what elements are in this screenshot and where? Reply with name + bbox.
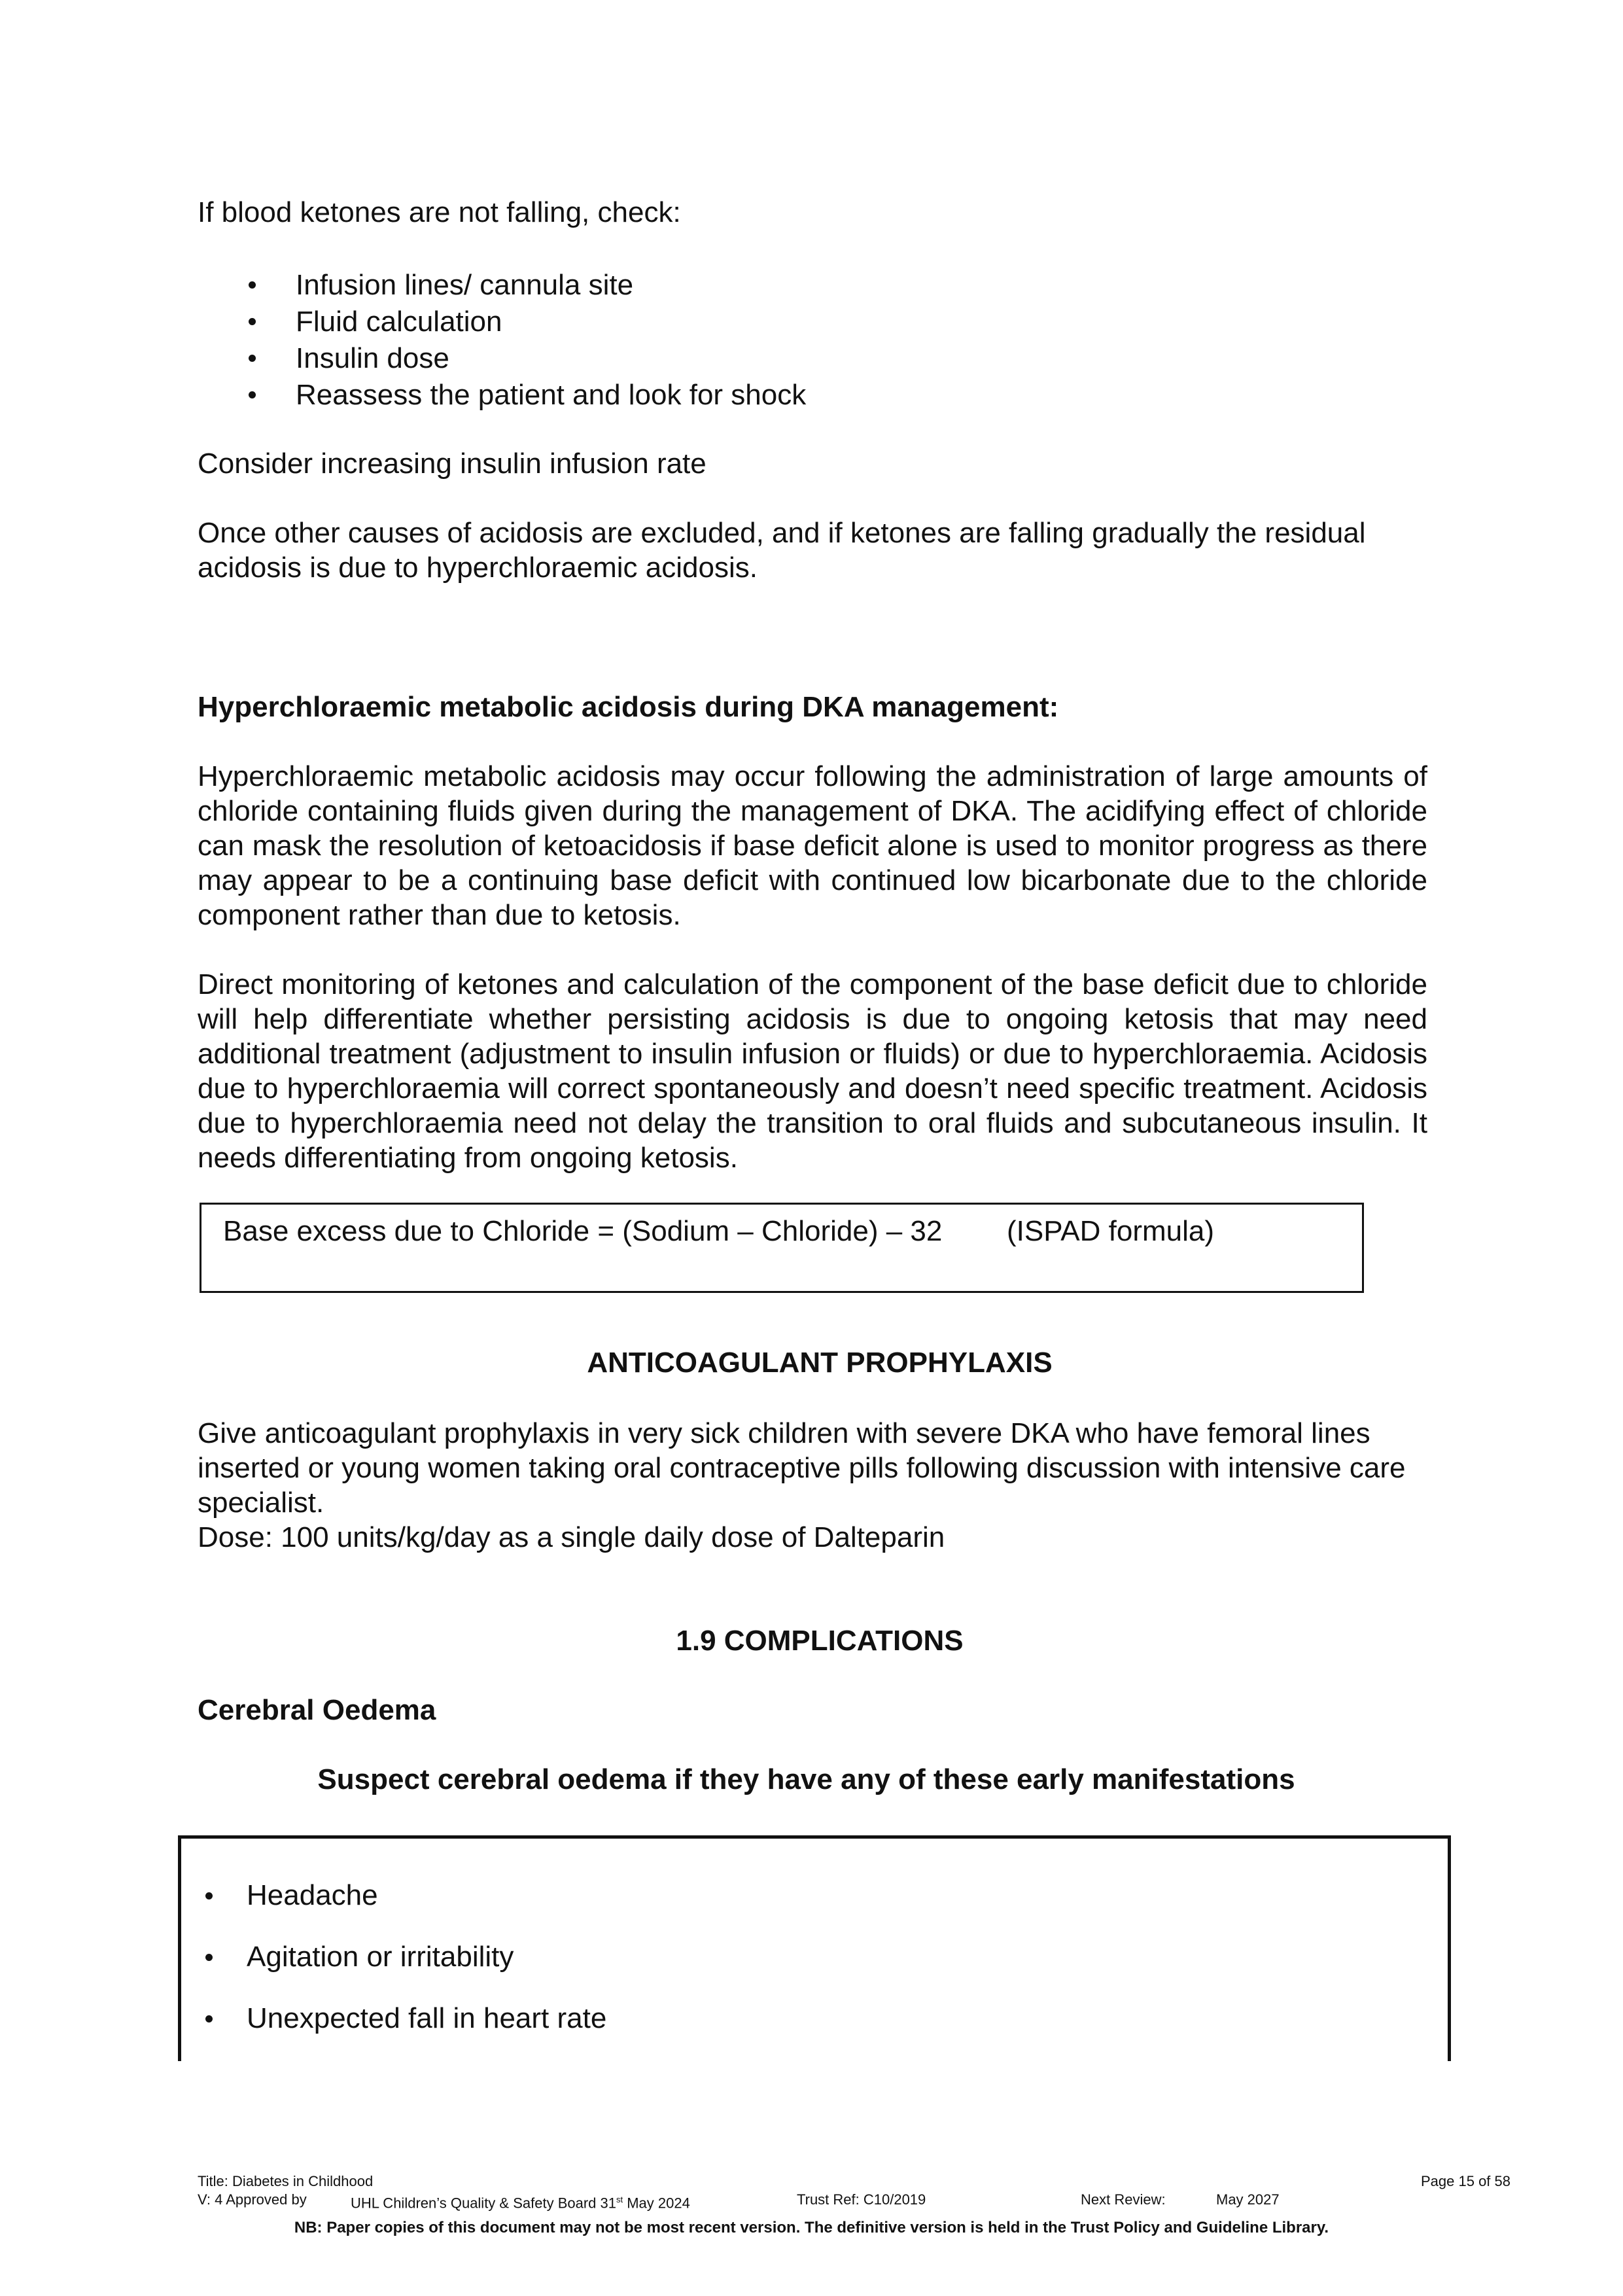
hyperchloraemic-paragraph-1: Hyperchloraemic metabolic acidosis may occur following the administration of large amounts of chloride containing fluids given during the management of DKA. The acidifying effect of chloride can mask the resolution of ketoacidosis if base deficit alone is used to monitor progress as there may appear to be a continuing base deficit with continued low bicarbonate due to the chloride component rather than due to ketosis. [198, 760, 1427, 931]
formula-text: Base excess due to Chloride = (Sodium – Chloride) – 32 [223, 1215, 943, 1247]
suspect-heading: Suspect cerebral oedema if they have any of these early manifestations [317, 1763, 1295, 1795]
complications-heading: 1.9 COMPLICATIONS [676, 1625, 964, 1657]
bullet-icon [249, 281, 256, 289]
list-item: Unexpected fall in heart rate [181, 2001, 606, 2036]
footer-page-number: Page 15 of 58 [1421, 2173, 1511, 2189]
formula-reference: (ISPAD formula) [1007, 1215, 1215, 1247]
footer-title: Title: Diabetes in Childhood [198, 2173, 374, 2189]
check-heading: If blood ketones are not falling, check: [198, 196, 681, 228]
bullet-icon [205, 1892, 213, 1899]
footer-approved-by: UHL Children’s Quality & Safety Board 31st May 2024 [351, 2195, 690, 2212]
list-item: Fluid calculation [198, 304, 806, 340]
consider-text: Consider increasing insulin infusion rate [198, 448, 707, 480]
list-item: Infusion lines/ cannula site [198, 267, 806, 304]
cerebral-oedema-subheading: Cerebral Oedema [198, 1694, 436, 1726]
manifestations-list [181, 1878, 606, 2062]
list-item: Reassess the patient and look for shock [198, 377, 806, 414]
bullet-icon [249, 318, 256, 325]
hyperchloraemic-paragraph-2: Direct monitoring of ketones and calculation of the component of the base deficit due to chloride will help differentiate whether persisting acidosis is due to ongoing ketosis that may need additional treatment (adjustment to insulin infusion or fluids) or due to hyperchloraemia. Acidosis due to hyperchloraemia will correct spontaneously and doesn’t need specific treatment. Acidosis due to hyperchloraemia need not delay the transition to oral fluids and subcutaneous insulin. It needs differentiating from ongoing ketosis. [198, 968, 1427, 1174]
footer-version: V: 4 Approved by [198, 2191, 307, 2208]
other-causes-paragraph: Once other causes of acidosis are excluded, and if ketones are falling gradually the residual acidosis is due to hyperchloraemic acidosis. [198, 517, 1366, 584]
footer-next-review-date: May 2027 [1216, 2191, 1280, 2208]
bullet-icon [205, 2015, 213, 2022]
manifestations-box [178, 1835, 1451, 2061]
anticoagulant-heading: ANTICOAGULANT PROPHYLAXIS [587, 1347, 1053, 1379]
check-list [198, 267, 806, 414]
list-item: Agitation or irritability [181, 1939, 606, 1975]
bullet-icon [249, 355, 256, 362]
footer-notice: NB: Paper copies of this document may not be most recent version. The definitive version is held in the Trust Policy and Guideline Library. [294, 2219, 1329, 2236]
bullet-icon [205, 1954, 213, 1961]
formula-box [200, 1203, 1364, 1293]
list-item: Insulin dose [198, 340, 806, 377]
footer-trust-ref: Trust Ref: C10/2019 [797, 2191, 926, 2208]
anticoagulant-dose: Dose: 100 units/kg/day as a single daily dose of Dalteparin [198, 1521, 945, 1553]
footer-next-review-label: Next Review: [1081, 2191, 1166, 2208]
hyperchloraemic-heading: Hyperchloraemic metabolic acidosis during DKA management: [198, 691, 1059, 723]
bullet-icon [249, 391, 256, 398]
list-item: Headache [181, 1878, 606, 1913]
anticoagulant-paragraph: Give anticoagulant prophylaxis in very sick children with severe DKA who have femoral lines inserted or young women taking oral contraceptive pills following discussion with intensive care specialist. [198, 1417, 1406, 1519]
